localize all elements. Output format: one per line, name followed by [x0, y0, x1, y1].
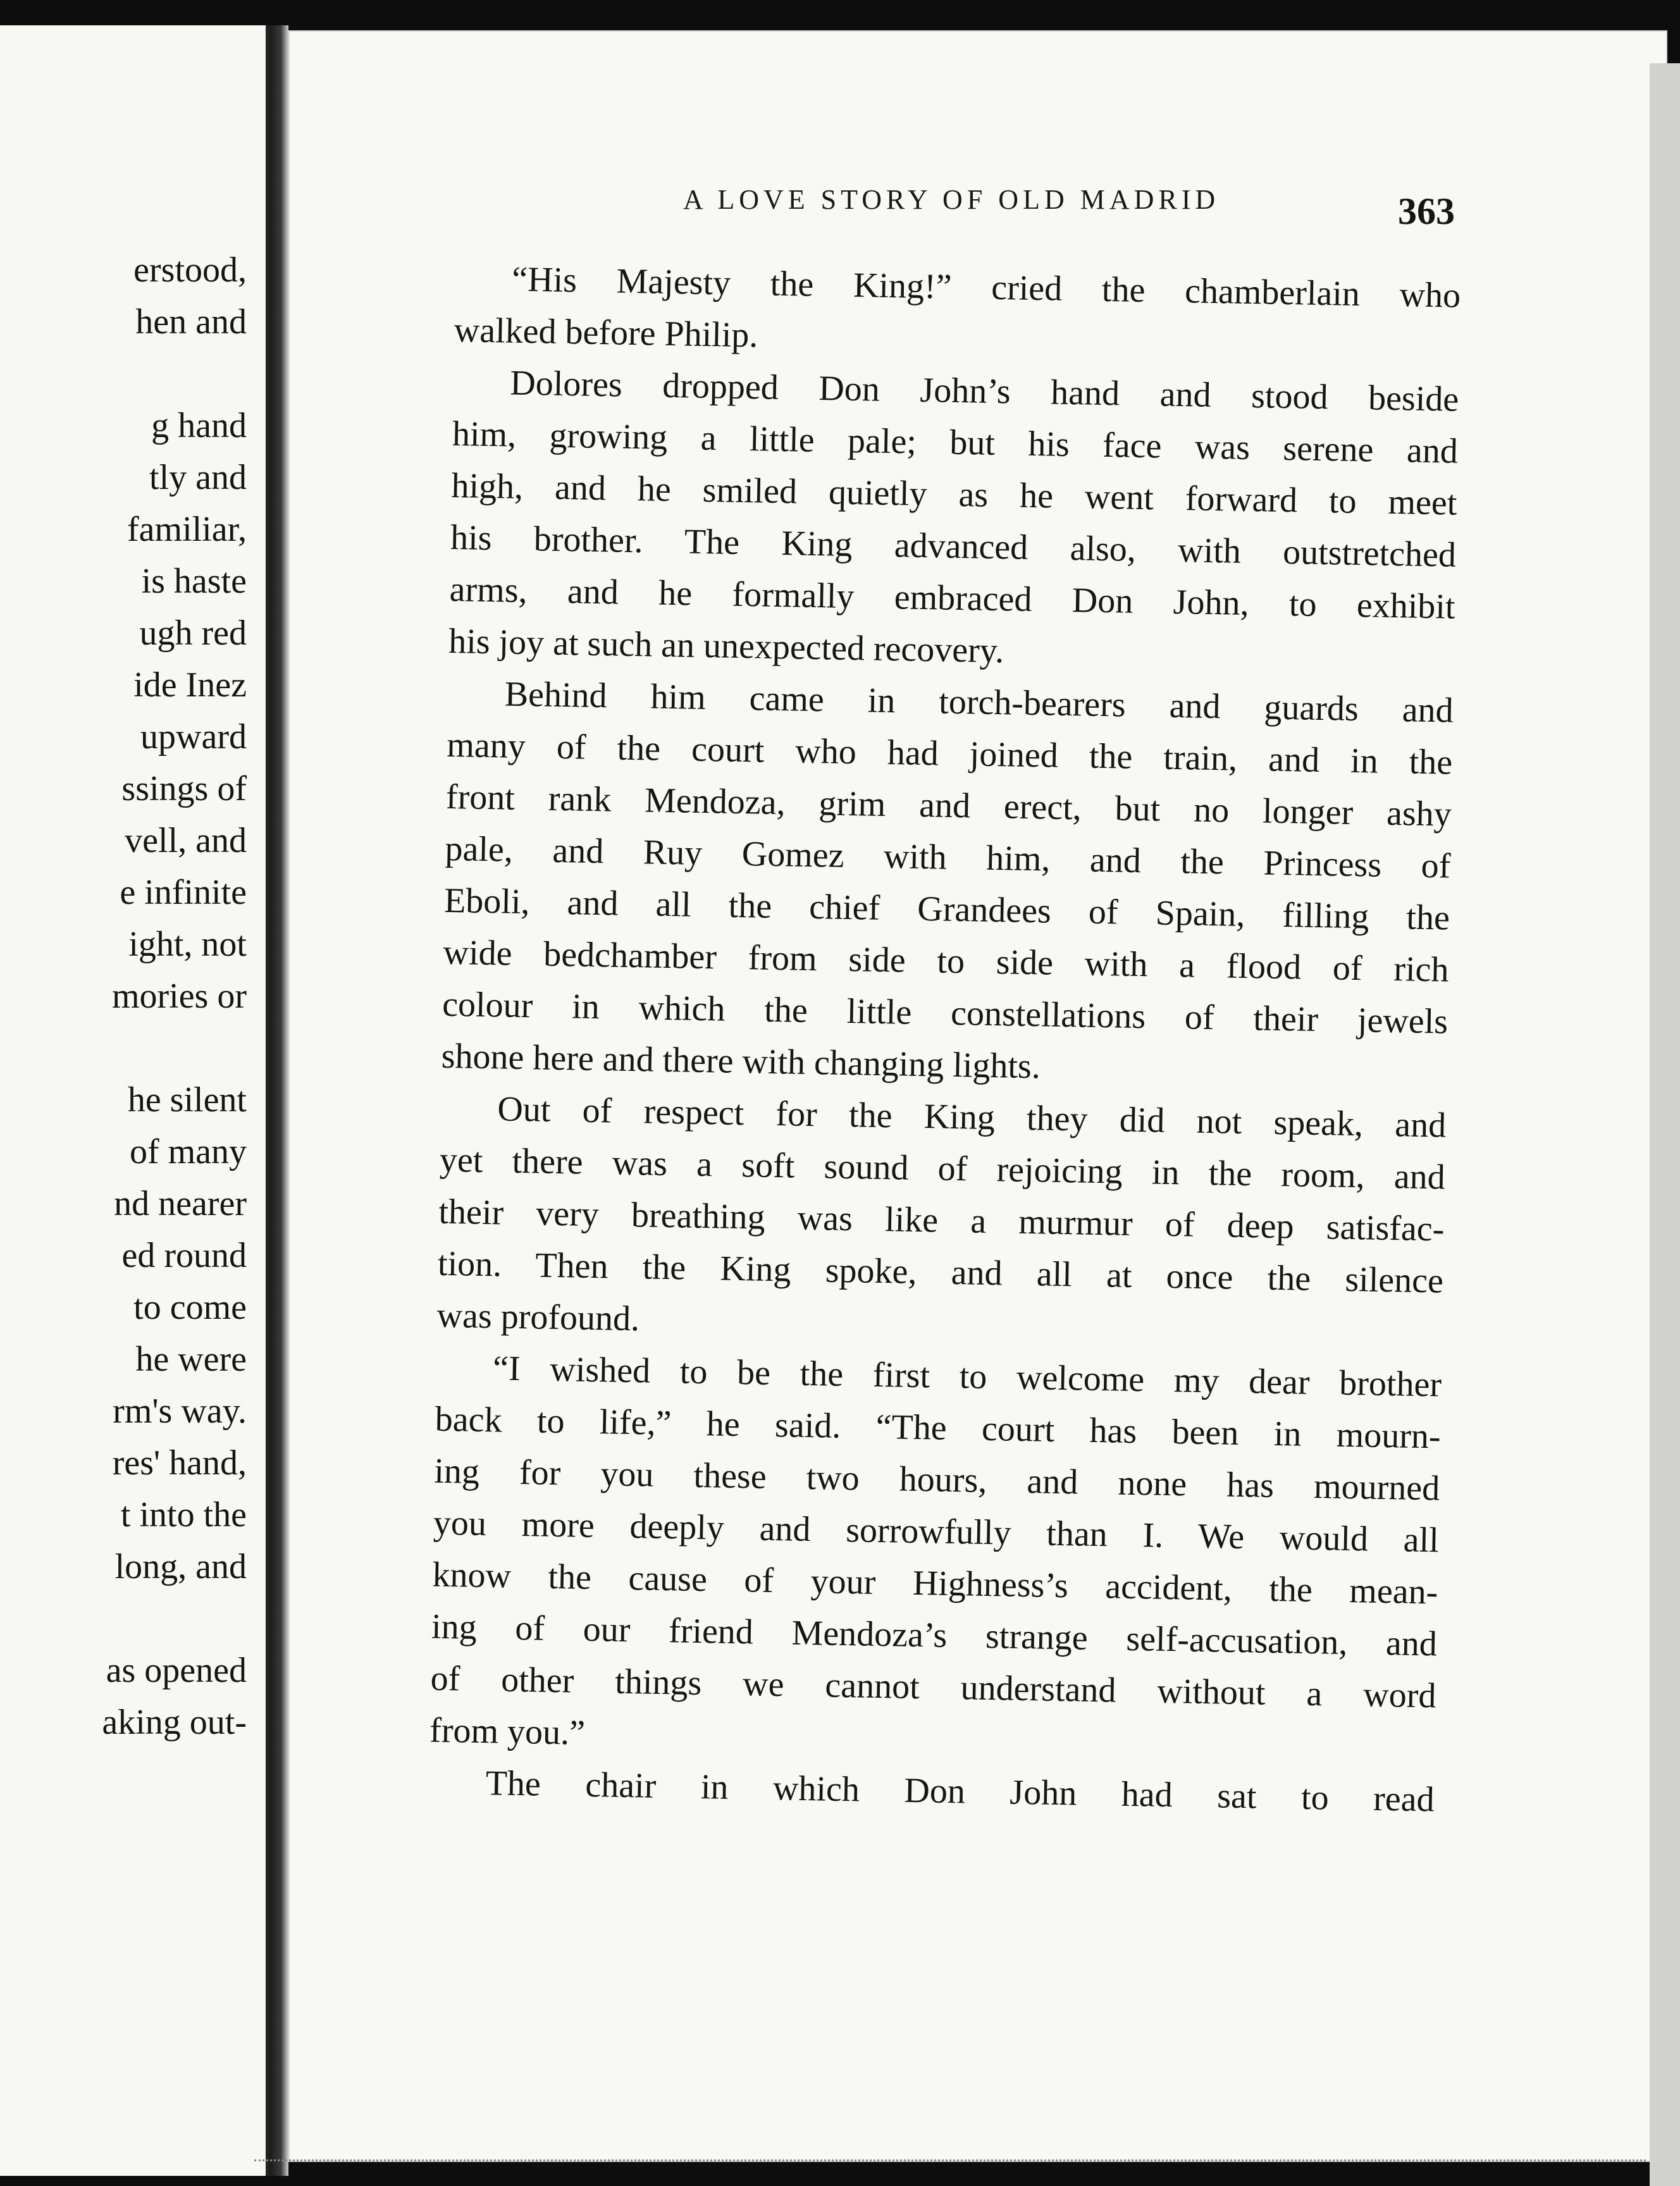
facing-page-line: familiar,	[127, 510, 247, 549]
page-number: 363	[1398, 190, 1455, 232]
text-line: pale, and Ruy Gomez with him, and the Princess of	[445, 829, 1451, 886]
facing-page-line: ide Inez	[133, 665, 247, 705]
text-line: back to life,” he said. “The court has been in mourn-	[435, 1399, 1442, 1457]
facing-page-line: hen and	[135, 302, 247, 342]
facing-page-line: ssings of	[121, 769, 247, 808]
facing-page-line: ight, not	[128, 925, 247, 964]
facing-page-line: nd nearer	[114, 1184, 247, 1223]
text-line: high, and he smiled quietly as he went forward to meet	[451, 466, 1457, 523]
text-line: walked before Philip.	[454, 310, 758, 355]
facing-page-line: ugh red	[139, 614, 247, 653]
facing-page-line: tly and	[149, 458, 247, 497]
text-line: you more deeply and sorrowfully than I. We would all	[433, 1503, 1440, 1560]
facing-page-line: erstood,	[133, 250, 247, 290]
text-line: front rank Mendoza, grim and erect, but no longer ashy	[445, 777, 1452, 834]
facing-page-line: is haste	[141, 562, 247, 601]
text-line: of other things we cannot understand without a word	[430, 1658, 1436, 1716]
facing-page-line: e infinite	[120, 873, 247, 912]
text-line: The chair in which Don John had sat to read	[485, 1763, 1435, 1820]
facing-page	[0, 25, 269, 2176]
facing-page-line: long, and	[114, 1547, 247, 1586]
facing-page-line: he were	[135, 1340, 247, 1379]
text-line: him, growing a little pale; but his face was serene and	[452, 414, 1459, 471]
text-line: Out of respect for the King they did not speak, and	[497, 1089, 1447, 1145]
facing-page-line: t into the	[120, 1495, 247, 1535]
facing-page-line: ed round	[121, 1236, 247, 1275]
facing-page-line: to come	[133, 1288, 247, 1327]
facing-page-line: as opened	[106, 1651, 247, 1690]
facing-page-line: he silent	[127, 1080, 247, 1120]
text-line: shone here and there with changing lights.	[441, 1036, 1041, 1087]
text-line: was profound.	[436, 1295, 640, 1339]
text-line: ing of our friend Mendoza’s strange self-accusation, and	[431, 1607, 1438, 1664]
text-line: colour in which the little constellations of their jewels	[442, 984, 1448, 1042]
text-line: ing for you these two hours, and none has mourned	[433, 1451, 1440, 1509]
facing-page-line: mories or	[111, 977, 247, 1016]
text-line: “His Majesty the King!” cried the chamberlain who	[511, 259, 1461, 316]
text-line: arms, and he formally embraced Don John, to exhibit	[449, 569, 1456, 627]
text-line: Eboli, and all the chief Grandees of Spain, filling the	[443, 880, 1450, 938]
text-line: Dolores dropped Don John’s hand and stood beside	[509, 363, 1459, 419]
text-line: wide bedchamber from side to side with a flood of rich	[443, 932, 1449, 990]
page-bottom-edge	[254, 2159, 1646, 2164]
running-header: A LOVE STORY OF OLD MADRID	[683, 184, 1220, 215]
text-line: many of the court who had joined the train, and in the	[446, 725, 1453, 782]
facing-page-line: of many	[129, 1132, 247, 1171]
text-line: yet there was a soft sound of rejoicing in the room, and	[439, 1140, 1446, 1197]
text-line: their very breathing was like a murmur of deep satisfac-	[438, 1192, 1445, 1249]
page-edge	[1650, 63, 1680, 2186]
facing-page-line: upward	[140, 717, 247, 756]
facing-page-line: res' hand,	[112, 1443, 247, 1483]
text-line: Behind him came in torch-bearers and guards and	[504, 674, 1454, 731]
facing-page-line: rm's way.	[113, 1392, 247, 1431]
facing-page-line: vell, and	[125, 821, 247, 860]
facing-page-line: aking out-	[102, 1703, 247, 1742]
facing-page-line: g hand	[151, 406, 247, 445]
text-line: know the cause of your Highness’s accident, the mean-	[431, 1555, 1438, 1612]
book-gutter	[269, 25, 288, 2176]
text-line: “I wished to be the first to welcome my dear brother	[492, 1349, 1442, 1405]
text-line: from you.”	[429, 1710, 586, 1753]
text-line: his brother. The King advanced also, with outstretched	[450, 517, 1457, 575]
text-line: his joy at such an unexpected recovery.	[448, 621, 1004, 671]
text-line: tion. Then the King spoke, and all at once the silence	[437, 1244, 1444, 1301]
